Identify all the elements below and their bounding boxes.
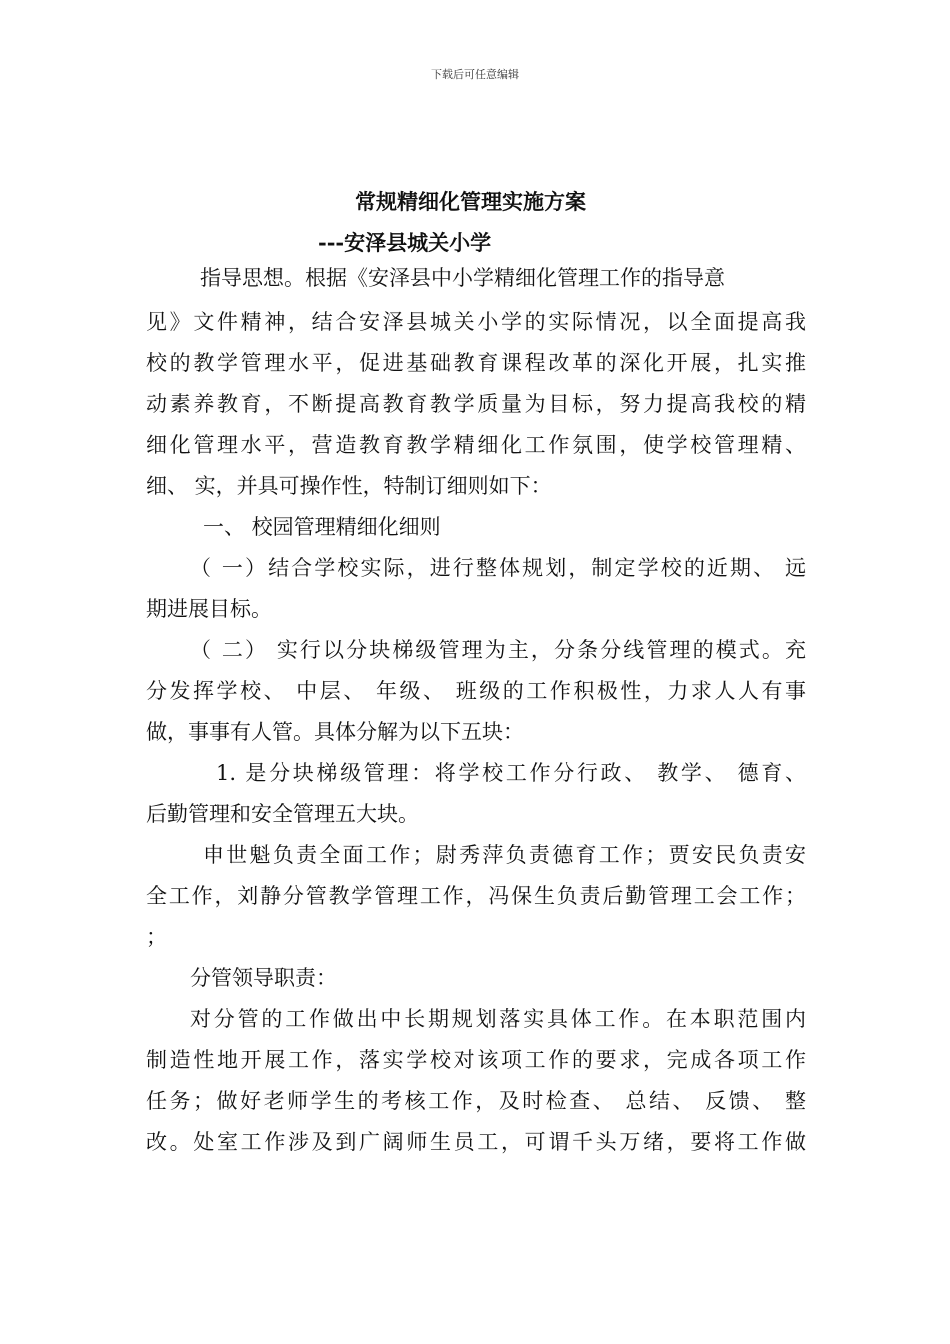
body-line-16: 全工作，刘静分管教学管理工作，冯保生负责后勤管理工会工作； bbox=[146, 884, 806, 908]
body-line-14: 后勤管理和安全管理五大块。 bbox=[146, 802, 419, 826]
body-line-11: 分发挥学校、 中层、 年级、 班级的工作积极性，力求人人有事 bbox=[146, 679, 806, 703]
document-title: 常规精细化管理实施方案 bbox=[355, 189, 586, 214]
body-line-10: （ 二） 实行以分块梯级管理为主，分条分线管理的模式。充 bbox=[190, 638, 806, 662]
body-line-18: 分管领导职责： bbox=[190, 966, 337, 990]
body-line-22: 改。处室工作涉及到广阔师生员工，可谓千头万绪，要将工作做 bbox=[146, 1130, 806, 1154]
body-line-6: 细、 实，并具可操作性，特制订细则如下： bbox=[146, 474, 552, 498]
page-header-note: 下载后可任意编辑 bbox=[431, 68, 519, 81]
body-line-2: 见》文件精神，结合安泽县城关小学的实际情况，以全面提高我 bbox=[146, 310, 806, 334]
body-line-19: 对分管的工作做出中长期规划落实具体工作。在本职范围内 bbox=[190, 1007, 806, 1031]
body-line-21: 任务；做好老师学生的考核工作，及时检查、 总结、 反馈、 整 bbox=[146, 1089, 806, 1113]
body-line-13: 1. 是分块梯级管理：将学校工作分行政、 教学、 德育、 bbox=[216, 761, 806, 785]
section-heading-1: 一、 校园管理精细化细则 bbox=[203, 515, 441, 539]
body-line-9: 期进展目标。 bbox=[146, 597, 272, 621]
body-line-3: 校的教学管理水平，促进基础教育课程改革的深化开展，扎实推 bbox=[146, 351, 806, 375]
body-line-8: （ 一）结合学校实际，进行整体规划，制定学校的近期、 远 bbox=[190, 556, 806, 580]
body-line-1: 指导思想。根据《安泽县中小学精细化管理工作的指导意 bbox=[200, 266, 725, 290]
body-line-20: 制造性地开展工作，落实学校对该项工作的要求，完成各项工作 bbox=[146, 1048, 806, 1072]
document-subtitle: ---安泽县城关小学 bbox=[318, 230, 492, 255]
body-line-17: ； bbox=[146, 925, 167, 949]
body-line-5: 细化管理水平，营造教育教学精细化工作氛围，使学校管理精、 bbox=[146, 433, 806, 457]
body-line-12: 做，事事有人管。具体分解为以下五块： bbox=[146, 720, 524, 744]
body-line-15: 申世魁负责全面工作；尉秀萍负责德育工作；贾安民负责安 bbox=[203, 843, 806, 867]
body-line-4: 动素养教育，不断提高教育教学质量为目标，努力提高我校的精 bbox=[146, 392, 806, 416]
